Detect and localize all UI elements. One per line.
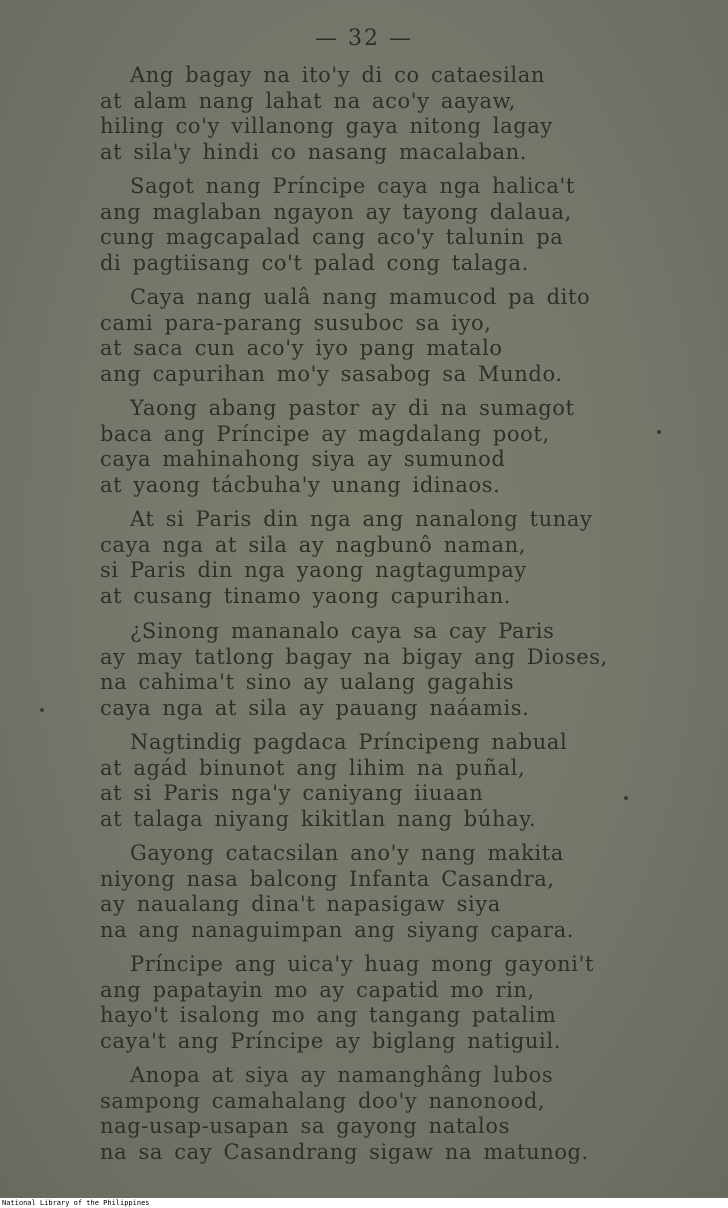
verse-line: di pagtiisang co't palad cong talaga. bbox=[100, 250, 529, 275]
verse-line: baca ang Príncipe ay magdalang poot, bbox=[100, 421, 550, 446]
ink-speck bbox=[40, 708, 44, 712]
verse-line: Príncipe ang uica'y huag mong gayoni't bbox=[130, 952, 595, 976]
verse-line: at talaga niyang kikitlan nang búhay. bbox=[100, 806, 537, 831]
verse-line: niyong nasa balcong Infanta Casandra, bbox=[100, 866, 555, 891]
stanza-2 bbox=[100, 174, 700, 276]
verse-line: at alam nang lahat na aco'y aayaw, bbox=[100, 88, 517, 113]
verse-line: at yaong tácbuha'y unang idinaos. bbox=[100, 472, 501, 497]
stanza-9 bbox=[100, 952, 700, 1054]
ink-speck bbox=[657, 430, 661, 434]
verse-line: na ang nanaguimpan ang siyang capara. bbox=[100, 917, 575, 942]
stanza-3 bbox=[100, 285, 700, 387]
verse-line: Anopa at siya ay namanghâng lubos bbox=[130, 1063, 554, 1087]
verse-line: caya't ang Príncipe ay biglang natiguil. bbox=[100, 1028, 561, 1053]
verse-line: Ang bagay na ito'y di co cataesilan bbox=[130, 63, 545, 87]
verse-line: na cahima't sino ay ualang gagahis bbox=[100, 670, 515, 695]
verse-line: at saca cun aco'y iyo pang matalo bbox=[100, 336, 503, 361]
stanza-8 bbox=[100, 841, 700, 943]
verse-line: ang capurihan mo'y sasabog sa Mundo. bbox=[100, 361, 563, 386]
verse-line: caya nga at sila ay nagbunô naman, bbox=[100, 532, 526, 557]
verse-line: na sa cay Casandrang sigaw na matunog. bbox=[100, 1139, 589, 1164]
stanza-5 bbox=[100, 507, 700, 609]
stanza-4 bbox=[100, 396, 700, 498]
verse-line: hayo't isalong mo ang tangang patalim bbox=[100, 1003, 557, 1028]
verse-line: Nagtindig pagdaca Príncipeng nabual bbox=[130, 730, 568, 754]
verse-line: cami para-parang susuboc sa iyo, bbox=[100, 310, 492, 335]
verse-line: at si Paris nga'y caniyang iiuaan bbox=[100, 781, 484, 806]
verse-line: Caya nang ualâ nang mamucod pa dito bbox=[130, 285, 591, 309]
verse-line: At si Paris din nga ang nanalong tunay bbox=[130, 507, 593, 531]
verse-line: ay naualang dina't napasigaw siya bbox=[100, 892, 501, 917]
verse-line: ay may tatlong bagay na bigay ang Dioses, bbox=[100, 644, 608, 669]
verse-line: ang maglaban ngayon ay tayong dalaua, bbox=[100, 199, 572, 224]
verse-line: at agád binunot ang lihim na puñal, bbox=[100, 755, 526, 780]
stanza-7 bbox=[100, 730, 700, 832]
stanza-10 bbox=[100, 1063, 700, 1165]
verse-line: Sagot nang Príncipe caya nga halica't bbox=[130, 174, 575, 198]
stanza-1 bbox=[100, 63, 700, 165]
stanza-6 bbox=[100, 619, 700, 721]
verse-line: caya nga at sila ay pauang naáamis. bbox=[100, 695, 530, 720]
verse-line: ang papatayin mo ay capatid mo rin, bbox=[100, 977, 535, 1002]
ink-speck bbox=[624, 796, 628, 800]
verse-line: ¿Sinong mananalo caya sa cay Paris bbox=[130, 619, 555, 643]
page-number: — 32 — bbox=[315, 26, 413, 51]
verse-line: si Paris din nga yaong nagtagumpay bbox=[100, 558, 527, 583]
verse-line: hiling co'y villanong gaya nitong lagay bbox=[100, 114, 553, 139]
verse-line: at cusang tinamo yaong capurihan. bbox=[100, 583, 512, 608]
verse-line: caya mahinahong siya ay sumunod bbox=[100, 447, 506, 472]
verse-line: Gayong catacsilan ano'y nang makita bbox=[130, 841, 564, 865]
verse-line: at sila'y hindi co nasang macalaban. bbox=[100, 139, 528, 164]
library-credit: National Library of the Philippines bbox=[2, 1199, 150, 1207]
verse-line: sampong camahalang doo'y nanonood, bbox=[100, 1088, 546, 1113]
verse-line: nag-usap-usapan sa gayong natalos bbox=[100, 1114, 510, 1139]
verse-line: cung magcapalad cang aco'y talunin pa bbox=[100, 225, 564, 250]
verse-line: Yaong abang pastor ay di na sumagot bbox=[130, 396, 575, 420]
